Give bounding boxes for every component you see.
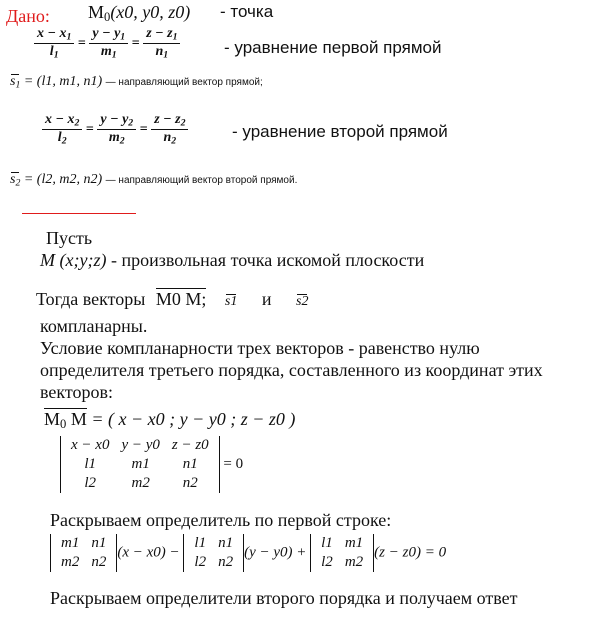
det2-row [315, 534, 369, 553]
line2-vector-name: s [10, 172, 16, 187]
det2-cell: n2 [218, 554, 234, 570]
line2-vector-desc: — направляющий вектор второй прямой. [105, 175, 298, 186]
point-desc: - точка [220, 2, 274, 21]
det2-second [183, 534, 244, 572]
section-divider [22, 213, 136, 214]
det3-cell: n1 [182, 456, 198, 472]
condition-line-3: векторов: [40, 382, 114, 402]
line1-frac-x-den: l [49, 44, 54, 60]
det2-cell: m2 [61, 554, 80, 570]
det3-cell: n2 [182, 475, 198, 491]
line2-equation [42, 112, 188, 147]
line1-frac-y-den: m [100, 44, 112, 60]
M0M-coords: = ( x − x0 ; y − y0 ; z − z0 ) [91, 409, 296, 429]
line2-frac-z-den-sub: 2 [171, 135, 177, 147]
line2-frac-z-num-sub: 2 [180, 117, 186, 129]
M0M-coords-line [44, 408, 295, 432]
line1-frac-x-den-sub: 1 [53, 49, 59, 61]
line2-frac-y-num-sub: 2 [128, 117, 134, 129]
det2-first-table [55, 534, 112, 572]
expansion-term-3: (z − z0) = 0 [374, 544, 447, 561]
condition-line-2: определителя третьего порядка, составленного из координат этих [40, 360, 543, 380]
vector-s2: s2 [296, 294, 309, 309]
line1-frac-x [34, 26, 74, 61]
vector-s1: s1 [224, 294, 238, 309]
line1-vector-name: s [10, 74, 16, 89]
vector-M0M: M0 M; [155, 289, 207, 309]
line2-desc: - уравнение второй прямой [232, 122, 448, 141]
det3-row [65, 474, 215, 493]
coplanar-text: компланарны. [40, 316, 148, 336]
equals-sign: = [77, 35, 86, 51]
line1-vector-sub: 1 [15, 79, 21, 91]
expansion-term-2: (y − y0) + [244, 544, 307, 561]
det2-row [188, 553, 239, 572]
line1-vector-desc: — направляющий вектор прямой; [105, 77, 263, 88]
det3-table [65, 436, 215, 493]
det2-cell: n2 [91, 554, 107, 570]
line2-frac-z-num: z − z [154, 112, 181, 127]
line1-equation [34, 26, 180, 61]
let-text: Пусть [46, 228, 93, 248]
line2-frac-y-den: m [108, 130, 120, 146]
line2-frac-z-den: n [163, 130, 172, 146]
det2-cell: l2 [194, 554, 207, 570]
det2-row [55, 534, 112, 553]
det2-cell: m2 [344, 554, 364, 570]
line2-frac-y [97, 112, 136, 147]
line2-frac-y-num: y − y [100, 112, 129, 127]
condition-line-1: Условие компланарности трех векторов - равенство нулю [40, 338, 480, 358]
line2-vector-sub: 2 [15, 177, 21, 189]
det2-cell: n1 [218, 535, 234, 551]
line1-frac-x-num: x − x [37, 26, 67, 41]
det2-first [50, 534, 117, 572]
det3-bars [60, 436, 220, 493]
line2-frac-x [42, 112, 82, 147]
det3-row [65, 455, 215, 474]
line2-frac-y-den-sub: 2 [119, 135, 125, 147]
point-M-desc: - произвольная точка искомой плоскости [110, 250, 425, 270]
det3-cell: l2 [84, 475, 97, 491]
line2-frac-x-den: l [57, 130, 62, 146]
line1-desc: - уравнение первой прямой [224, 38, 442, 57]
line1-frac-y-num-sub: 1 [120, 31, 126, 43]
line1-frac-y-num: y − y [92, 26, 121, 41]
expansion-term-1: (x − x0) − [117, 544, 180, 561]
line2-frac-x-num-sub: 2 [74, 117, 80, 129]
point-M-line [40, 250, 424, 271]
point-M0-coords: (x0, y0, z0) [110, 2, 191, 22]
line1-frac-z-den-sub: 1 [163, 49, 169, 61]
then-vectors-text: Тогда векторы [36, 289, 146, 309]
det2-row [55, 553, 112, 572]
line2-vector-eq: = (l2, m2, n2) [23, 172, 103, 187]
line1-vector-eq: = (l1, m1, n1) [23, 74, 103, 89]
given-label: Дано: [6, 6, 50, 26]
det3-row [65, 436, 215, 455]
det2-cell: l1 [194, 535, 207, 551]
det3-cell: m1 [131, 456, 150, 472]
det2-cell: n1 [91, 535, 107, 551]
line1-frac-x-num-sub: 1 [66, 31, 72, 43]
line1-frac-y [89, 26, 128, 61]
final-text: Раскрываем определители второго порядка и получаем ответ [50, 588, 518, 608]
line1-vector-symbol [10, 74, 20, 90]
line1-frac-z-num: z − z [146, 26, 173, 41]
det2-third-table [315, 534, 369, 572]
det2-cell: l1 [321, 535, 333, 551]
then-vectors-line [36, 288, 308, 310]
and-text: и [261, 289, 272, 309]
point-M0 [88, 2, 190, 25]
det2-third [310, 534, 374, 572]
det2-row [315, 553, 369, 572]
line1-frac-z [143, 26, 180, 61]
line2-vector-symbol [10, 172, 20, 188]
det2-row [188, 534, 239, 553]
det3-cell: x − x0 [71, 437, 110, 453]
point-M0-letter: M [88, 2, 105, 22]
line2-frac-x-den-sub: 2 [61, 135, 67, 147]
point-M0-sub: 0 [104, 10, 111, 25]
det3-cell: y − y0 [121, 437, 160, 453]
det3-cell: m2 [131, 475, 150, 491]
point-M: M (x;y;z) [40, 250, 107, 270]
equals-sign: = [85, 121, 94, 137]
equals-sign: = [131, 35, 140, 51]
line1-frac-z-num-sub: 1 [172, 31, 178, 43]
det2-cell: m1 [61, 535, 80, 551]
vector-M0M-label: $M_0$ M [44, 409, 87, 432]
line1-frac-z-den: n [155, 44, 164, 60]
det3-equals: = 0 [223, 455, 244, 472]
expand-text: Раскрываем определитель по первой строке: [50, 510, 392, 530]
line2-frac-z [151, 112, 188, 147]
det3-cell: l1 [84, 456, 97, 472]
expansion-formula [50, 534, 446, 572]
det2-cell: l2 [321, 554, 333, 570]
determinant-3x3 [60, 436, 243, 493]
det2-second-table [188, 534, 239, 572]
det3-cell: z − z0 [171, 437, 209, 453]
line1-vector [10, 74, 263, 90]
det2-cell: m1 [344, 535, 364, 551]
line2-vector [10, 172, 297, 188]
equals-sign: = [139, 121, 148, 137]
line1-frac-y-den-sub: 1 [111, 49, 117, 61]
line2-frac-x-num: x − x [45, 112, 75, 127]
